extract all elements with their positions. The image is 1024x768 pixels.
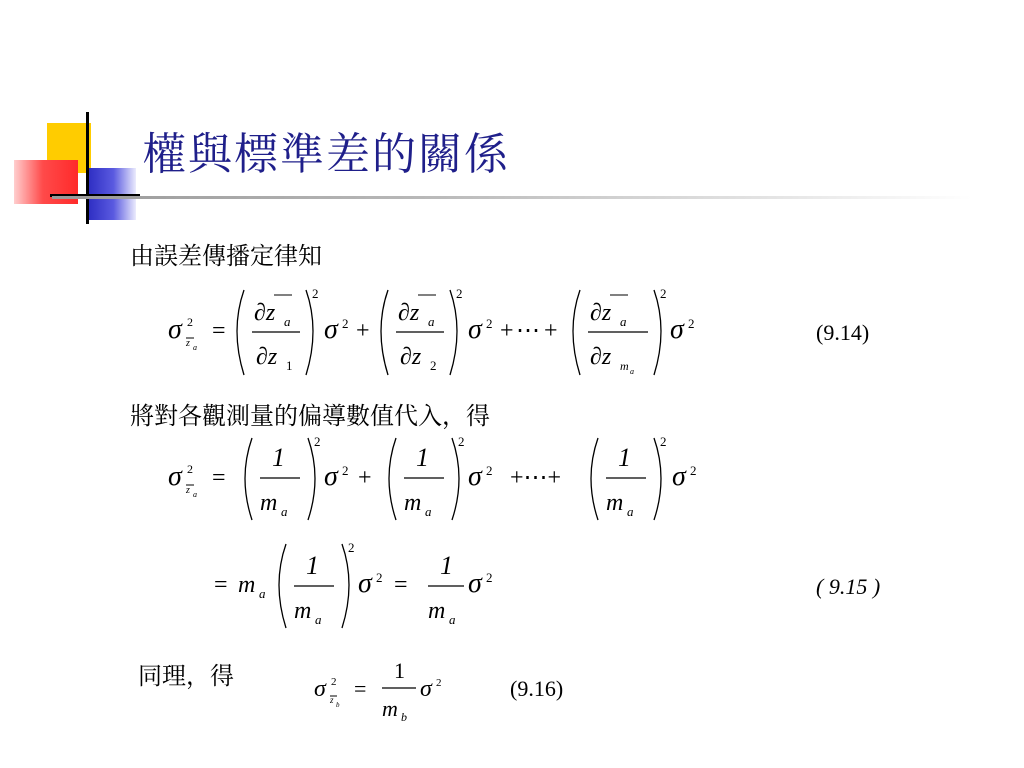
- svg-text:m: m: [382, 696, 398, 721]
- svg-text:∂z: ∂z: [590, 300, 612, 326]
- svg-text:2: 2: [430, 358, 437, 373]
- equation-9-14: [160, 280, 720, 390]
- svg-text:m: m: [606, 490, 624, 516]
- svg-text:1: 1: [394, 658, 405, 683]
- svg-text:a: a: [449, 612, 456, 627]
- deco-vertical-line: [86, 112, 89, 224]
- svg-text:=: =: [354, 676, 367, 701]
- svg-text:1: 1: [272, 443, 285, 472]
- svg-text:2: 2: [456, 286, 463, 301]
- svg-text:σ: σ: [314, 676, 326, 702]
- svg-text:σ: σ: [168, 461, 182, 492]
- svg-text:a: a: [428, 314, 435, 329]
- svg-text:∂z: ∂z: [398, 300, 420, 326]
- svg-text:=: =: [212, 318, 226, 344]
- svg-text:2: 2: [486, 463, 493, 478]
- svg-text:1: 1: [416, 443, 429, 472]
- svg-text:b: b: [401, 710, 407, 724]
- slide-title: 權與標準差的關係: [142, 129, 510, 180]
- svg-text:a: a: [259, 586, 266, 601]
- svg-text:σ: σ: [324, 461, 338, 492]
- svg-text:=: =: [214, 572, 228, 598]
- svg-text:1: 1: [440, 551, 453, 580]
- svg-text:=: =: [212, 465, 226, 491]
- svg-text:2: 2: [342, 316, 349, 331]
- svg-text:m: m: [620, 359, 629, 373]
- svg-text:a: a: [630, 367, 634, 376]
- svg-text:1: 1: [286, 358, 293, 373]
- svg-text:m: m: [428, 598, 446, 624]
- svg-text:a: a: [193, 490, 197, 499]
- svg-text:+: +: [500, 318, 514, 344]
- equation-9-15-line-1: [160, 430, 720, 530]
- equation-9-16: [310, 652, 470, 732]
- svg-text:∂z: ∂z: [256, 344, 278, 370]
- svg-text:z: z: [186, 485, 190, 496]
- equation-number-9-15: ( 9.15 ): [816, 574, 881, 599]
- svg-text:m: m: [238, 572, 256, 598]
- equation-number-9-14: (9.14): [816, 320, 870, 345]
- svg-text:σ: σ: [420, 676, 432, 702]
- svg-text:σ: σ: [168, 314, 182, 345]
- svg-text:m: m: [294, 598, 312, 624]
- svg-text:a: a: [620, 314, 627, 329]
- svg-text:⋯: ⋯: [516, 318, 540, 344]
- svg-text:1: 1: [618, 443, 631, 472]
- svg-text:a: a: [315, 612, 322, 627]
- substitute-text: 將對各觀測量的偏導數值代入，得: [130, 402, 490, 430]
- svg-text:a: a: [284, 314, 291, 329]
- svg-text:2: 2: [486, 316, 493, 331]
- svg-text:a: a: [425, 504, 432, 519]
- equation-9-15-line-2: [210, 536, 530, 636]
- svg-text:2: 2: [486, 570, 493, 585]
- svg-text:z: z: [330, 695, 334, 705]
- svg-text:σ: σ: [358, 568, 372, 599]
- svg-text:∂z: ∂z: [590, 344, 612, 370]
- svg-text:σ: σ: [468, 568, 482, 599]
- svg-text:σ: σ: [468, 461, 482, 492]
- svg-text:1: 1: [306, 551, 319, 580]
- svg-text:2: 2: [690, 463, 697, 478]
- svg-text:2: 2: [436, 677, 442, 689]
- svg-text:2: 2: [660, 434, 667, 449]
- svg-text:z: z: [186, 338, 190, 349]
- svg-text:2: 2: [376, 570, 383, 585]
- svg-text:+: +: [544, 318, 558, 344]
- svg-text:a: a: [193, 343, 197, 352]
- svg-text:2: 2: [660, 286, 667, 301]
- svg-text:+: +: [358, 465, 372, 491]
- svg-text:2: 2: [348, 540, 355, 555]
- svg-text:m: m: [260, 490, 278, 516]
- svg-text:+⋯+: +⋯+: [510, 465, 562, 491]
- title-rule: [52, 196, 972, 199]
- svg-text:b: b: [336, 701, 340, 709]
- equation-number-9-16: (9.16): [510, 676, 564, 701]
- svg-text:∂z: ∂z: [400, 344, 422, 370]
- svg-text:∂z: ∂z: [254, 300, 276, 326]
- svg-text:σ: σ: [670, 314, 684, 345]
- svg-text:2: 2: [342, 463, 349, 478]
- svg-text:2: 2: [458, 434, 465, 449]
- svg-text:2: 2: [187, 462, 193, 476]
- svg-text:=: =: [394, 572, 408, 598]
- svg-text:σ: σ: [468, 314, 482, 345]
- svg-text:σ: σ: [324, 314, 338, 345]
- similarly-text: 同理，得: [138, 662, 234, 690]
- svg-text:2: 2: [187, 315, 193, 329]
- svg-text:a: a: [627, 504, 634, 519]
- svg-text:2: 2: [314, 434, 321, 449]
- svg-text:m: m: [404, 490, 422, 516]
- svg-text:σ: σ: [672, 461, 686, 492]
- svg-text:2: 2: [688, 316, 695, 331]
- svg-text:2: 2: [331, 676, 337, 688]
- svg-text:a: a: [281, 504, 288, 519]
- intro-text: 由誤差傳播定律知: [130, 242, 322, 270]
- svg-text:+: +: [356, 318, 370, 344]
- svg-text:2: 2: [312, 286, 319, 301]
